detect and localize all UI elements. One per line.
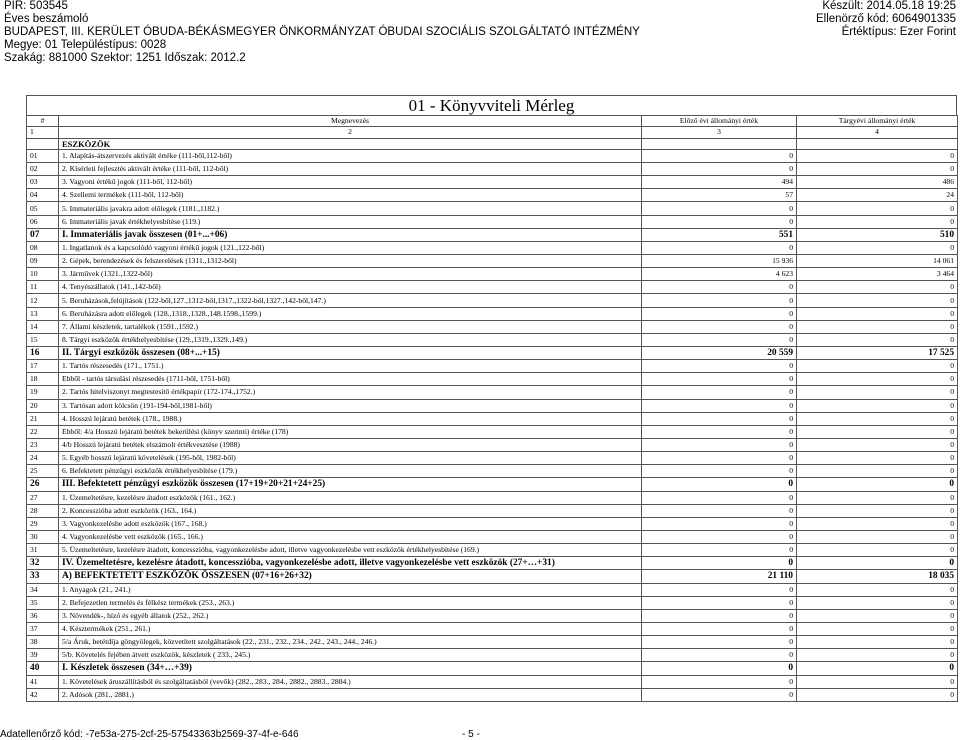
row-prev-value: 0 (642, 360, 797, 373)
row-name: 2. Koncesszióba adott eszközök (163., 164.) (59, 504, 642, 517)
row-curr-value: 0 (797, 583, 958, 596)
pir-label: PIR: 503545 (4, 0, 68, 12)
row-number: 36 (27, 609, 59, 622)
row-curr-value: 0 (797, 438, 958, 451)
row-curr-value: 14 061 (797, 255, 958, 268)
row-prev-value: 0 (642, 438, 797, 451)
table-row (27, 491, 958, 504)
row-curr-value: 510 (797, 228, 958, 241)
row-number: 18 (27, 373, 59, 386)
row-curr-value: 0 (797, 544, 958, 557)
row-curr-value: 0 (797, 320, 958, 333)
row-number: 19 (27, 386, 59, 399)
column-header: Előző évi állományi érték (642, 116, 797, 127)
column-number: 2 (59, 127, 642, 138)
row-number: 22 (27, 425, 59, 438)
table-row (27, 333, 958, 346)
row-name: III. Befektetett pénzügyi eszközök összesen (17+19+20+21+24+25) (59, 478, 642, 491)
row-prev-value: 494 (642, 176, 797, 189)
table-row (27, 544, 958, 557)
row-prev-value: 57 (642, 189, 797, 202)
row-name: Ebből - tartós társulási részesedés (1711-ből, 1751-ből) (59, 373, 642, 386)
row-number: 10 (27, 268, 59, 281)
footer (0, 729, 960, 740)
row-name: II. Tárgyi eszközök összesen (08+...+15) (59, 347, 642, 360)
row-curr-value: 0 (797, 530, 958, 543)
table-row (27, 268, 958, 281)
value-type: Értéktípus: Ezer Forint (841, 26, 956, 38)
row-prev-value: 0 (642, 281, 797, 294)
row-name: 7. Állami készletek, tartalékok (1591.,1592.) (59, 320, 642, 333)
row-curr-value: 0 (797, 465, 958, 478)
row-prev-value: 0 (642, 596, 797, 609)
row-prev-value: 0 (642, 557, 797, 570)
row-curr-value: 0 (797, 675, 958, 688)
row-prev-value: 0 (642, 399, 797, 412)
row-prev-value: 0 (642, 517, 797, 530)
row-curr-value: 0 (797, 504, 958, 517)
row-number: 01 (27, 149, 59, 162)
row-number: 03 (27, 176, 59, 189)
table-row (27, 465, 958, 478)
row-curr-value: 0 (797, 399, 958, 412)
row-name: 5/b. Követelés fejében átvett eszközök, készletek ( 233., 245.) (59, 649, 642, 662)
table-row (27, 386, 958, 399)
table-row (27, 163, 958, 176)
row-number: 08 (27, 241, 59, 254)
row-curr-value: 0 (797, 649, 958, 662)
row-curr-value: 18 035 (797, 570, 958, 583)
organization-name: BUDAPEST, III. KERÜLET ÓBUDA-BÉKÁSMEGYER ÖNKORMÁNYZAT ÓBUDAI SZOCIÁLIS SZOLGÁLTATÓ INTÉZMÉNY (4, 26, 640, 38)
row-prev-value: 0 (642, 412, 797, 425)
table-row-total (27, 570, 958, 583)
row-name: Ebből: 4/a Hosszú lejáratú betétek bekerülési (könyv szerinti) értéke (178) (59, 425, 642, 438)
sector-info: Szakág: 881000 Szektor: 1251 Időszak: 2012.2 (4, 52, 246, 64)
header-line-5 (4, 52, 956, 65)
row-prev-value: 0 (642, 636, 797, 649)
row-number: 42 (27, 688, 59, 701)
column-header: Tárgyévi állományi érték (797, 116, 958, 127)
row-number: 24 (27, 452, 59, 465)
row-prev-value: 0 (642, 504, 797, 517)
footer-check-code: Adatellenőrző kód: -7e53a-275-2cf-25-57543363b2569-37-4f-e-646 (0, 729, 299, 740)
row-name: I. Immateriális javak összesen (01+...+06) (59, 228, 642, 241)
table-row (27, 399, 958, 412)
row-prev-value: 0 (642, 688, 797, 701)
row-name: 5. Beruházások,felújítások (122-ből,127.,1312-ből,1317.,1322-ből,1327.,142-ből,147.) (59, 294, 642, 307)
row-number: 28 (27, 504, 59, 517)
row-name: A) BEFEKTETETT ESZKÖZÖK ÖSSZESEN (07+16+26+32) (59, 570, 642, 583)
section-empty-cell (797, 138, 958, 149)
row-prev-value: 0 (642, 202, 797, 215)
table-title: 01 - Könyvviteli Mérleg (26, 95, 957, 115)
table-row (27, 241, 958, 254)
row-name: 5. Immateriális javakra adott előlegek (1181.,1182.) (59, 202, 642, 215)
row-number: 31 (27, 544, 59, 557)
table-row (27, 504, 958, 517)
row-name: IV. Üzemeltetésre, kezelésre átadott, koncesszióba, vagyonkezelésbe adott, illetve vagyonkezelésbe vett eszközök (27+…+31) (59, 557, 642, 570)
row-number: 41 (27, 675, 59, 688)
page-number: - 5 - (462, 729, 480, 740)
row-name: 2. Befejezetlen termelés és félkész termékek (253., 263.) (59, 596, 642, 609)
row-number: 37 (27, 622, 59, 635)
row-name: 3. Vagyonkezelésbe adott eszközök (167., 168.) (59, 517, 642, 530)
table-row (27, 189, 958, 202)
row-name: 4. Hosszú lejáratú betétek (178., 1988.) (59, 412, 642, 425)
section-empty-cell (642, 138, 797, 149)
row-name: 4. Vagyonkezelésbe vett eszközök (165., 166.) (59, 530, 642, 543)
row-curr-value: 0 (797, 360, 958, 373)
table-row (27, 412, 958, 425)
row-number: 12 (27, 294, 59, 307)
row-prev-value: 0 (642, 163, 797, 176)
row-number: 17 (27, 360, 59, 373)
row-name: 1. Követelések áruszállításból és szolgáltatásból (vevők) (282., 283., 284., 2882., 2883., 2884.) (59, 675, 642, 688)
row-prev-value: 0 (642, 294, 797, 307)
row-prev-value: 551 (642, 228, 797, 241)
row-name: 4. Késztermékek (251., 261.) (59, 622, 642, 635)
row-name: 1. Anyagok (21., 241.) (59, 583, 642, 596)
table-row (27, 149, 958, 162)
row-curr-value: 3 464 (797, 268, 958, 281)
report-type: Éves beszámoló (4, 13, 89, 25)
table-row (27, 438, 958, 451)
row-number: 23 (27, 438, 59, 451)
row-prev-value: 0 (642, 320, 797, 333)
column-number: 1 (27, 127, 59, 138)
section-title: ESZKÖZÖK (59, 138, 642, 149)
row-curr-value: 0 (797, 333, 958, 346)
row-curr-value: 0 (797, 163, 958, 176)
row-prev-value: 20 559 (642, 347, 797, 360)
row-curr-value: 0 (797, 688, 958, 701)
row-curr-value: 0 (797, 609, 958, 622)
row-curr-value: 0 (797, 307, 958, 320)
table-row (27, 202, 958, 215)
row-name: 3. Növendék-, hízó és egyéb állatok (252., 262.) (59, 609, 642, 622)
created-label: Készült: 2014.05.18 19:25 (822, 0, 956, 12)
header-line-3 (4, 26, 956, 39)
row-name: 2. Gépek, berendezések és felszerelések (1311.,1312-ből) (59, 255, 642, 268)
header-line-2 (4, 13, 956, 26)
column-number-row (27, 127, 958, 138)
row-prev-value: 0 (642, 333, 797, 346)
row-number: 35 (27, 596, 59, 609)
row-name: 6. Immateriális javak értékhelyesbítése (119.) (59, 215, 642, 228)
row-prev-value: 0 (642, 307, 797, 320)
table-row (27, 609, 958, 622)
column-header: Megnevezés (59, 116, 642, 127)
row-number: 02 (27, 163, 59, 176)
table-row-total (27, 347, 958, 360)
row-prev-value: 0 (642, 373, 797, 386)
row-number: 25 (27, 465, 59, 478)
row-name: I. Készletek összesen (34+…+39) (59, 662, 642, 675)
table-row (27, 425, 958, 438)
row-number: 26 (27, 478, 59, 491)
county-info: Megye: 01 Településtípus: 0028 (4, 39, 167, 51)
column-header-row (27, 116, 958, 127)
row-prev-value: 0 (642, 425, 797, 438)
row-prev-value: 0 (642, 609, 797, 622)
row-prev-value: 0 (642, 452, 797, 465)
balance-sheet-table (26, 115, 958, 702)
row-prev-value: 0 (642, 675, 797, 688)
row-prev-value: 4 623 (642, 268, 797, 281)
section-number-cell (27, 138, 59, 149)
table-row (27, 307, 958, 320)
row-name: 5/a Áruk, betétdíja göngyölegek, közvetített szolgáltatások (22., 231., 232., 234., 242., 243., 244., 246.) (59, 636, 642, 649)
row-curr-value: 0 (797, 517, 958, 530)
row-curr-value: 17 525 (797, 347, 958, 360)
row-prev-value: 0 (642, 386, 797, 399)
row-curr-value: 486 (797, 176, 958, 189)
table-row (27, 176, 958, 189)
row-number: 14 (27, 320, 59, 333)
row-prev-value: 0 (642, 491, 797, 504)
column-header: # (27, 116, 59, 127)
row-curr-value: 0 (797, 281, 958, 294)
row-number: 20 (27, 399, 59, 412)
report-header (4, 0, 956, 65)
row-number: 32 (27, 557, 59, 570)
row-name: 5. Egyéb hosszú lejáratú követelések (195-ből, 1982-ből) (59, 452, 642, 465)
table-row (27, 255, 958, 268)
row-number: 38 (27, 636, 59, 649)
table-row (27, 596, 958, 609)
row-curr-value: 0 (797, 622, 958, 635)
row-number: 29 (27, 517, 59, 530)
row-curr-value: 0 (797, 662, 958, 675)
row-name: 2. Kísérleti fejlesztés aktivált értéke (111-ből, 112-ből) (59, 163, 642, 176)
header-line-1 (4, 0, 956, 13)
row-prev-value: 21 110 (642, 570, 797, 583)
row-prev-value: 0 (642, 465, 797, 478)
row-name: 6. Befektetett pénzügyi eszközök értékhelyesbítése (179.) (59, 465, 642, 478)
row-curr-value: 0 (797, 557, 958, 570)
row-curr-value: 0 (797, 412, 958, 425)
table-row (27, 649, 958, 662)
table-row-total (27, 228, 958, 241)
row-number: 05 (27, 202, 59, 215)
row-curr-value: 0 (797, 596, 958, 609)
row-name: 4. Tenyészállatok (141.,142-ből) (59, 281, 642, 294)
row-name: 2. Adósok (281., 2881.) (59, 688, 642, 701)
row-curr-value: 0 (797, 241, 958, 254)
row-name: 2. Tartós hitelviszonyt megtestesítő értékpapír (172-174.,1752.) (59, 386, 642, 399)
row-number: 27 (27, 491, 59, 504)
table-row (27, 636, 958, 649)
row-number: 16 (27, 347, 59, 360)
row-number: 34 (27, 583, 59, 596)
row-name: 8. Tárgyi eszközök értékhelyesbítése (129.,1319.,1329.,149.) (59, 333, 642, 346)
row-number: 33 (27, 570, 59, 583)
row-curr-value: 0 (797, 425, 958, 438)
row-number: 11 (27, 281, 59, 294)
table-row (27, 530, 958, 543)
row-name: 1. Üzemeltetésre, kezelésre átadott eszközök (161., 162.) (59, 491, 642, 504)
row-curr-value: 0 (797, 202, 958, 215)
row-number: 07 (27, 228, 59, 241)
row-number: 40 (27, 662, 59, 675)
row-prev-value: 0 (642, 622, 797, 635)
row-prev-value: 0 (642, 478, 797, 491)
section-row (27, 138, 958, 149)
row-number: 15 (27, 333, 59, 346)
row-number: 30 (27, 530, 59, 543)
row-number: 09 (27, 255, 59, 268)
table-row-total (27, 478, 958, 491)
row-name: 5. Üzemeltetésre, kezelésre átadott, koncesszióba, vagyonkezelésbe adott, illetve vagyonkezelésbe vett eszközök értékhelyesbítése (169.) (59, 544, 642, 557)
row-prev-value: 0 (642, 530, 797, 543)
row-curr-value: 0 (797, 373, 958, 386)
row-curr-value: 0 (797, 491, 958, 504)
table-row (27, 675, 958, 688)
row-name: 1. Tartós részesedés (171., 1751.) (59, 360, 642, 373)
table-row (27, 294, 958, 307)
column-number: 4 (797, 127, 958, 138)
row-name: 3. Járművek (1321.,1322-ből) (59, 268, 642, 281)
row-curr-value: 0 (797, 386, 958, 399)
row-curr-value: 0 (797, 149, 958, 162)
row-number: 39 (27, 649, 59, 662)
row-name: 3. Tartósan adott kölcsön (191-194-ből,1981-ből) (59, 399, 642, 412)
row-name: 4. Szellemi termékek (111-ből, 112-ből) (59, 189, 642, 202)
table-row-total (27, 662, 958, 675)
row-prev-value: 0 (642, 544, 797, 557)
row-curr-value: 0 (797, 636, 958, 649)
table-row (27, 373, 958, 386)
table-row (27, 360, 958, 373)
table-row (27, 281, 958, 294)
row-curr-value: 24 (797, 189, 958, 202)
table-row (27, 622, 958, 635)
row-number: 21 (27, 412, 59, 425)
table-row (27, 215, 958, 228)
column-number: 3 (642, 127, 797, 138)
row-number: 06 (27, 215, 59, 228)
table-row (27, 320, 958, 333)
row-name: 6. Beruházásra adott előlegek (128.,1318.,1328.,148.1598.,1599.) (59, 307, 642, 320)
row-prev-value: 0 (642, 149, 797, 162)
table-row (27, 452, 958, 465)
table-row (27, 688, 958, 701)
row-curr-value: 0 (797, 294, 958, 307)
table-row (27, 517, 958, 530)
row-prev-value: 0 (642, 662, 797, 675)
row-prev-value: 0 (642, 215, 797, 228)
row-number: 13 (27, 307, 59, 320)
header-line-4 (4, 39, 956, 52)
row-curr-value: 0 (797, 215, 958, 228)
table-row-total (27, 557, 958, 570)
row-name: 3. Vagyoni értékű jogok (111-ből, 112-ből) (59, 176, 642, 189)
row-name: 4/b Hosszú lejáratú betétek elszámolt értékvesztése (1988) (59, 438, 642, 451)
row-prev-value: 15 936 (642, 255, 797, 268)
row-curr-value: 0 (797, 452, 958, 465)
row-name: 1. Ingatlanok és a kapcsolódó vagyoni értékű jogok (121.,122-ből) (59, 241, 642, 254)
row-prev-value: 0 (642, 583, 797, 596)
row-prev-value: 0 (642, 649, 797, 662)
row-curr-value: 0 (797, 478, 958, 491)
row-name: 1. Alapítás-átszervezés aktivált értéke (111-ből,112-ből) (59, 149, 642, 162)
row-prev-value: 0 (642, 241, 797, 254)
check-code: Ellenörző kód: 6064901335 (815, 13, 956, 25)
table-row (27, 583, 958, 596)
row-number: 04 (27, 189, 59, 202)
